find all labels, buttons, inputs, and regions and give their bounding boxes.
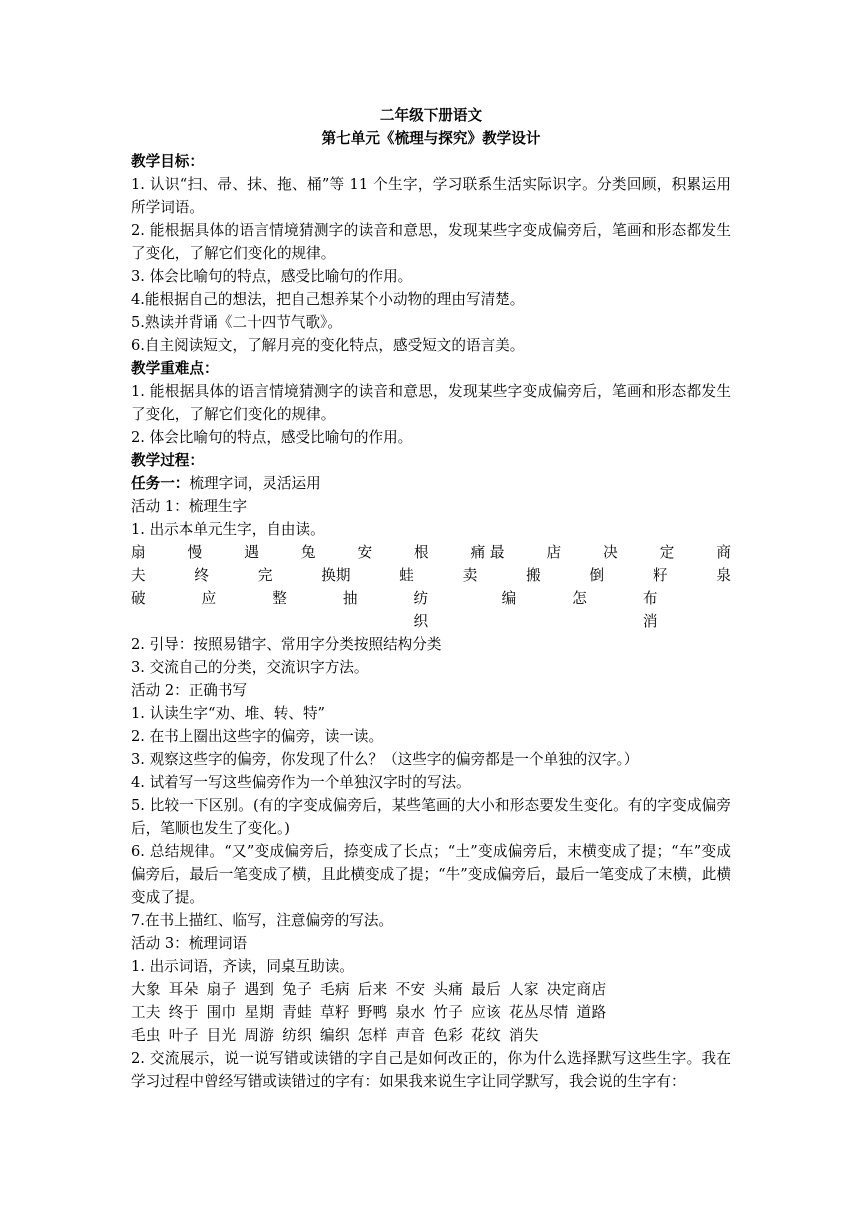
vocab-word: 星期 [244,1004,275,1021]
goal-item: 5.熟读并背诵《二十四节气歌》。 [131,314,342,331]
new-char: 痛 最 [470,544,505,561]
vocab-word: 工夫 [131,1004,161,1021]
vocab-word: 声音 [395,1027,426,1044]
new-chars-row [131,587,731,633]
vocab-word: 决定商店 [546,981,607,998]
task1-text: 梳理字词，灵活运用 [189,475,321,492]
goals-heading: 教学目标： [131,153,204,170]
goal-item: 1. 认识“扫、帚、抹、拖、桶”等 11 个生字，学习联系生活实际识字。分类回顾，积累运用所学词语。 [131,176,731,216]
goal-item: 6.自主阅读短文，了解月亮的变化特点，感受短文的语言美。 [131,337,525,354]
activity1-step: 3. 交流自己的分类，交流识字方法。 [131,659,369,676]
vocab-word: 编织 [319,1027,350,1044]
vocab-word: 应该 [471,1004,501,1021]
vocab-word: 怎样 [357,1027,388,1044]
new-char: 怎 [572,590,587,607]
new-char: 编 [501,590,517,607]
new-char: 安 [357,544,373,561]
activity2-step: 5. 比较一下区别。(有的字变成偏旁后，某些笔画的大小和形态要发生变化。有的字变成偏旁后，笔顺也发生了变化。) [131,797,731,837]
vocab-word: 草籽 [319,1004,350,1021]
new-char: 遇 [244,544,259,561]
vocab-word: 最后 [471,981,501,998]
document-page [131,104,731,1093]
vocab-word: 后来 [357,981,388,998]
vocab-word: 目光 [206,1027,237,1044]
keypoints-heading: 教学重难点： [131,360,219,377]
activity3-title: 活动 3：梳理词语 [131,935,248,952]
goal-item: 3. 体会比喻句的特点，感受比喻句的作用。 [131,268,413,285]
vocab-word: 泉水 [395,1004,426,1021]
goal-item: 4.能根据自己的想法，把自己想养某个小动物的理由写清楚。 [131,291,525,308]
activity2-title: 活动 2：正确书写 [131,682,248,699]
new-char: 破 [131,590,146,607]
new-char: 定 [659,544,675,561]
vocab-word: 周游 [244,1027,275,1044]
activity1-title: 活动 1：梳理生字 [131,498,248,515]
activity2-step: 2. 在书上圈出这些字的偏旁，读一读。 [131,728,384,745]
activity3-step: 2. 交流展示，说一说写错或读错的字自己是如何改正的，你为什么选择默写这些生字。我在学习过程中曾经写错或读错过的字有：如果我来说生字让同学默写，我会说的生字有： [131,1050,731,1090]
vocab-word: 耳朵 [168,981,199,998]
activity1-step: 1. 出示本单元生字，自由读。 [131,521,325,538]
vocab-word: 兔子 [282,981,312,998]
new-chars-row [131,541,731,564]
new-char: 卖 [462,567,478,584]
vocab-word: 毛病 [319,981,350,998]
new-char: 籽 [652,567,668,584]
new-char: 泉 [716,567,731,584]
activity3-step: 1. 出示词语，齐读，同桌互助读。 [131,958,354,975]
vocab-word: 毛虫 [131,1027,161,1044]
new-char: 扇 [131,544,146,561]
task1-line [131,472,731,495]
vocab-word: 围巾 [206,1004,237,1021]
vocab-word: 花丛尽情 [508,1004,569,1021]
new-chars-row [131,564,731,587]
vocab-word: 青蛙 [282,1004,312,1021]
new-char: 完 [257,567,273,584]
process-heading: 教学过程： [131,452,204,469]
vocab-word: 人家 [508,981,539,998]
new-char: 兔 [300,544,316,561]
new-char: 夫 [131,567,146,584]
new-char: 商 [716,544,731,561]
document-title-grade: 二年级下册语文 [379,107,483,124]
new-char: 整 [272,590,287,607]
activity2-step: 1. 认读生字“劝、堆、转、特” [131,705,326,722]
vocab-word: 不安 [395,981,426,998]
new-char: 店 [546,544,562,561]
words-row [131,1001,731,1024]
vocab-word: 消失 [508,1027,539,1044]
activity2-step: 4. 试着写一写这些偏旁作为一个单独汉字时的写法。 [131,774,471,791]
activity1-step: 2. 引导：按照易错字、常用字分类按照结构分类 [131,636,442,653]
words-row [131,1024,731,1047]
vocab-word: 纺织 [282,1027,312,1044]
new-char: 搬 [526,567,541,584]
new-char: 布 消 [642,590,658,630]
task1-label: 任务一： [131,475,190,492]
goal-item: 2. 能根据具体的语言情境猜测字的读音和意思，发现某些字变成偏旁后，笔画和形态都发生了变化，了解它们变化的规律。 [131,222,731,262]
vocab-word: 大象 [131,981,161,998]
vocab-word: 色彩 [433,1027,464,1044]
vocab-word: 扇子 [206,981,237,998]
vocab-word: 终于 [168,1004,199,1021]
document-title-unit: 第七单元《梳理与探究》教学设计 [321,130,541,147]
words-row [131,978,731,1001]
vocab-word: 道路 [576,1004,607,1021]
new-char: 慢 [187,544,203,561]
new-char: 根 [414,544,429,561]
activity2-step: 7.在书上描红、临写，注意偏旁的写法。 [131,912,394,929]
new-char: 纺 织 [413,590,429,630]
new-char: 换期 [321,567,351,584]
vocab-word: 花纹 [471,1027,501,1044]
new-char: 抽 [342,590,358,607]
vocab-word: 头痛 [433,981,464,998]
new-char: 蛙 [399,567,414,584]
vocab-word: 遇到 [244,981,275,998]
activity2-step: 6. 总结规律。“又”变成偏旁后，捺变成了长点；“土”变成偏旁后，末横变成了提；“车”变成偏旁后，最后一笔变成了横，且此横变成了提；“牛”变成偏旁后，最后一笔变成了末横，此横变成了提。 [131,843,731,906]
new-char: 决 [603,544,618,561]
new-char: 倒 [589,567,605,584]
keypoint-item: 2. 体会比喻句的特点，感受比喻句的作用。 [131,429,413,446]
new-char: 应 [201,590,217,607]
activity2-step: 3. 观察这些字的偏旁，你发现了什么？（这些字的偏旁都是一个单独的汉字。） [131,751,639,768]
keypoint-item: 1. 能根据具体的语言情境猜测字的读音和意思，发现某些字变成偏旁后，笔画和形态都发生了变化，了解它们变化的规律。 [131,383,731,423]
vocab-word: 野鸭 [357,1004,388,1021]
vocab-word: 叶子 [168,1027,199,1044]
vocab-word: 竹子 [433,1004,464,1021]
new-char: 终 [194,567,210,584]
